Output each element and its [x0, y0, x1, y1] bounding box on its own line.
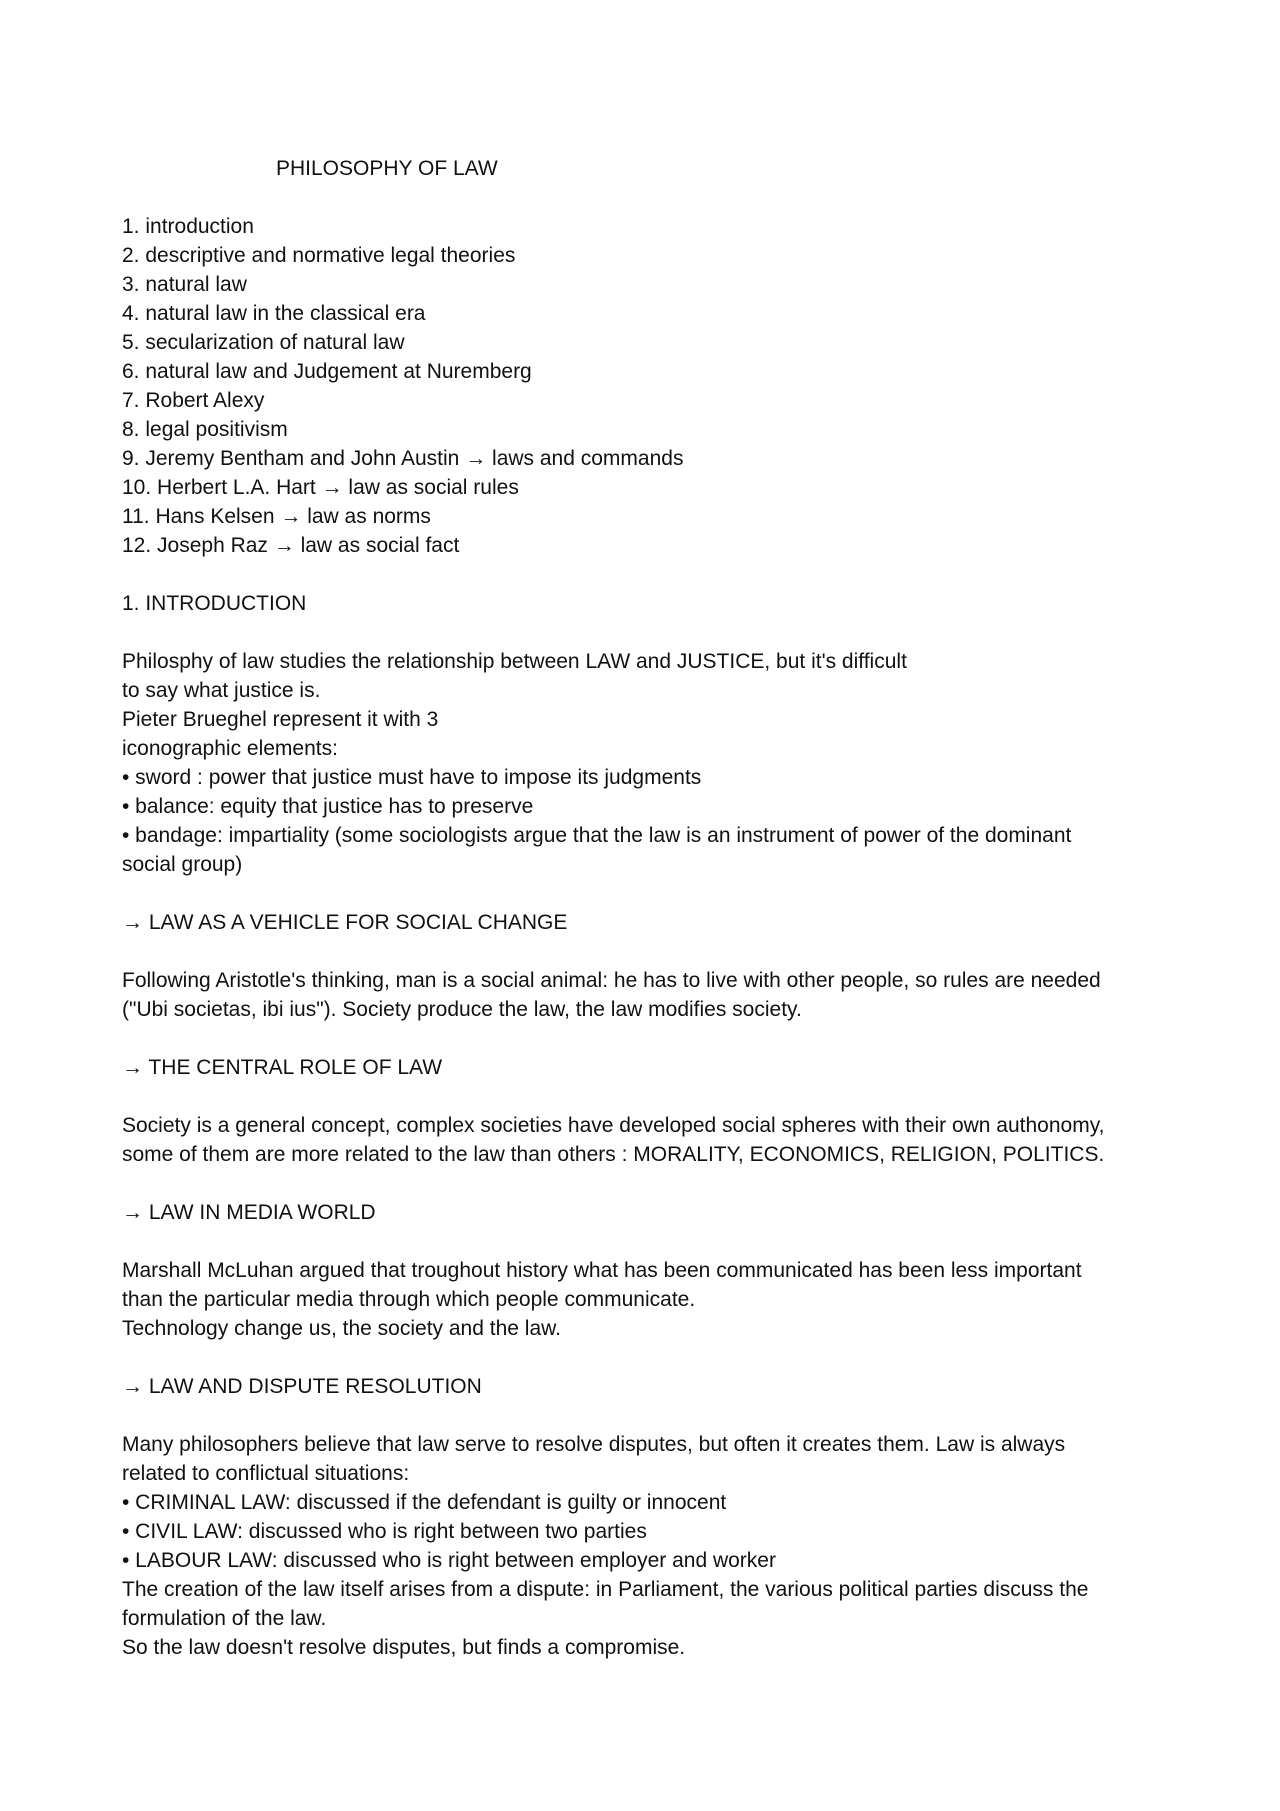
- toc-item: 12. Joseph Raz → law as social fact: [122, 534, 460, 557]
- text-line: Technology change us, the society and the law.: [122, 1317, 561, 1340]
- text-line: than the particular media through which people communicate.: [122, 1288, 696, 1311]
- text-line: Many philosophers believe that law serve to resolve disputes, but often it creates them. Law is always: [122, 1433, 1066, 1456]
- toc-item: 3. natural law: [122, 273, 247, 296]
- text-line: Marshall McLuhan argued that troughout history what has been communicated has been less important: [122, 1259, 1082, 1282]
- section-heading: → LAW IN MEDIA WORLD: [122, 1201, 376, 1224]
- toc-item: 2. descriptive and normative legal theories: [122, 244, 516, 267]
- toc-item: 10. Herbert L.A. Hart → law as social rules: [122, 476, 519, 499]
- text-line: iconographic elements:: [122, 737, 338, 760]
- text-line: formulation of the law.: [122, 1607, 327, 1630]
- text-line: related to conflictual situations:: [122, 1462, 410, 1485]
- section-paragraph: [122, 1430, 1162, 1662]
- bullet-item: • CIVIL LAW: discussed who is right between two parties: [122, 1520, 647, 1543]
- text-line: The creation of the law itself arises from a dispute: in Parliament, the various political parties discuss the: [122, 1578, 1089, 1601]
- text-line: to say what justice is.: [122, 679, 321, 702]
- text-line: some of them are more related to the law than others : MORALITY, ECONOMICS, RELIGION, POLITICS.: [122, 1143, 1105, 1166]
- page-title: PHILOSOPHY OF LAW: [276, 157, 498, 180]
- toc-item: 11. Hans Kelsen → law as norms: [122, 505, 431, 528]
- section-heading-introduction: 1. INTRODUCTION: [122, 592, 307, 615]
- introduction-paragraph: [122, 647, 1162, 879]
- text-line: Society is a general concept, complex societies have developed social spheres with their own authonomy,: [122, 1114, 1105, 1137]
- section-paragraph: [122, 1111, 1162, 1169]
- bullet-item: • bandage: impartiality (some sociologists argue that the law is an instrument of power of the dominant: [122, 824, 1072, 847]
- text-line: So the law doesn't resolve disputes, but finds a compromise.: [122, 1636, 686, 1659]
- text-line: ("Ubi societas, ibi ius"). Society produce the law, the law modifies society.: [122, 998, 802, 1021]
- toc-item: 5. secularization of natural law: [122, 331, 405, 354]
- document-page: [122, 154, 1162, 1662]
- toc-item: 4. natural law in the classical era: [122, 302, 426, 325]
- text-line: Philosphy of law studies the relationship between LAW and JUSTICE, but it's difficult: [122, 650, 907, 673]
- section-heading: → LAW AS A VEHICLE FOR SOCIAL CHANGE: [122, 911, 568, 934]
- section-paragraph: [122, 966, 1162, 1024]
- section-heading: → LAW AND DISPUTE RESOLUTION: [122, 1375, 482, 1398]
- section-heading: → THE CENTRAL ROLE OF LAW: [122, 1056, 443, 1079]
- bullet-item: • balance: equity that justice has to preserve: [122, 795, 534, 818]
- toc-item: 7. Robert Alexy: [122, 389, 265, 412]
- toc-item: 1. introduction: [122, 215, 254, 238]
- toc-item: 6. natural law and Judgement at Nuremberg: [122, 360, 532, 383]
- text-line: social group): [122, 853, 243, 876]
- bullet-item: • LABOUR LAW: discussed who is right between employer and worker: [122, 1549, 776, 1572]
- table-of-contents: [122, 212, 1162, 560]
- bullet-item: • CRIMINAL LAW: discussed if the defendant is guilty or innocent: [122, 1491, 727, 1514]
- toc-item: 8. legal positivism: [122, 418, 288, 441]
- text-line: Following Aristotle's thinking, man is a social animal: he has to live with other people, so rules are needed: [122, 969, 1101, 992]
- text-line: Pieter Brueghel represent it with 3: [122, 708, 439, 731]
- section-paragraph: [122, 1256, 1162, 1343]
- toc-item: 9. Jeremy Bentham and John Austin → laws and commands: [122, 447, 684, 470]
- bullet-item: • sword : power that justice must have to impose its judgments: [122, 766, 702, 789]
